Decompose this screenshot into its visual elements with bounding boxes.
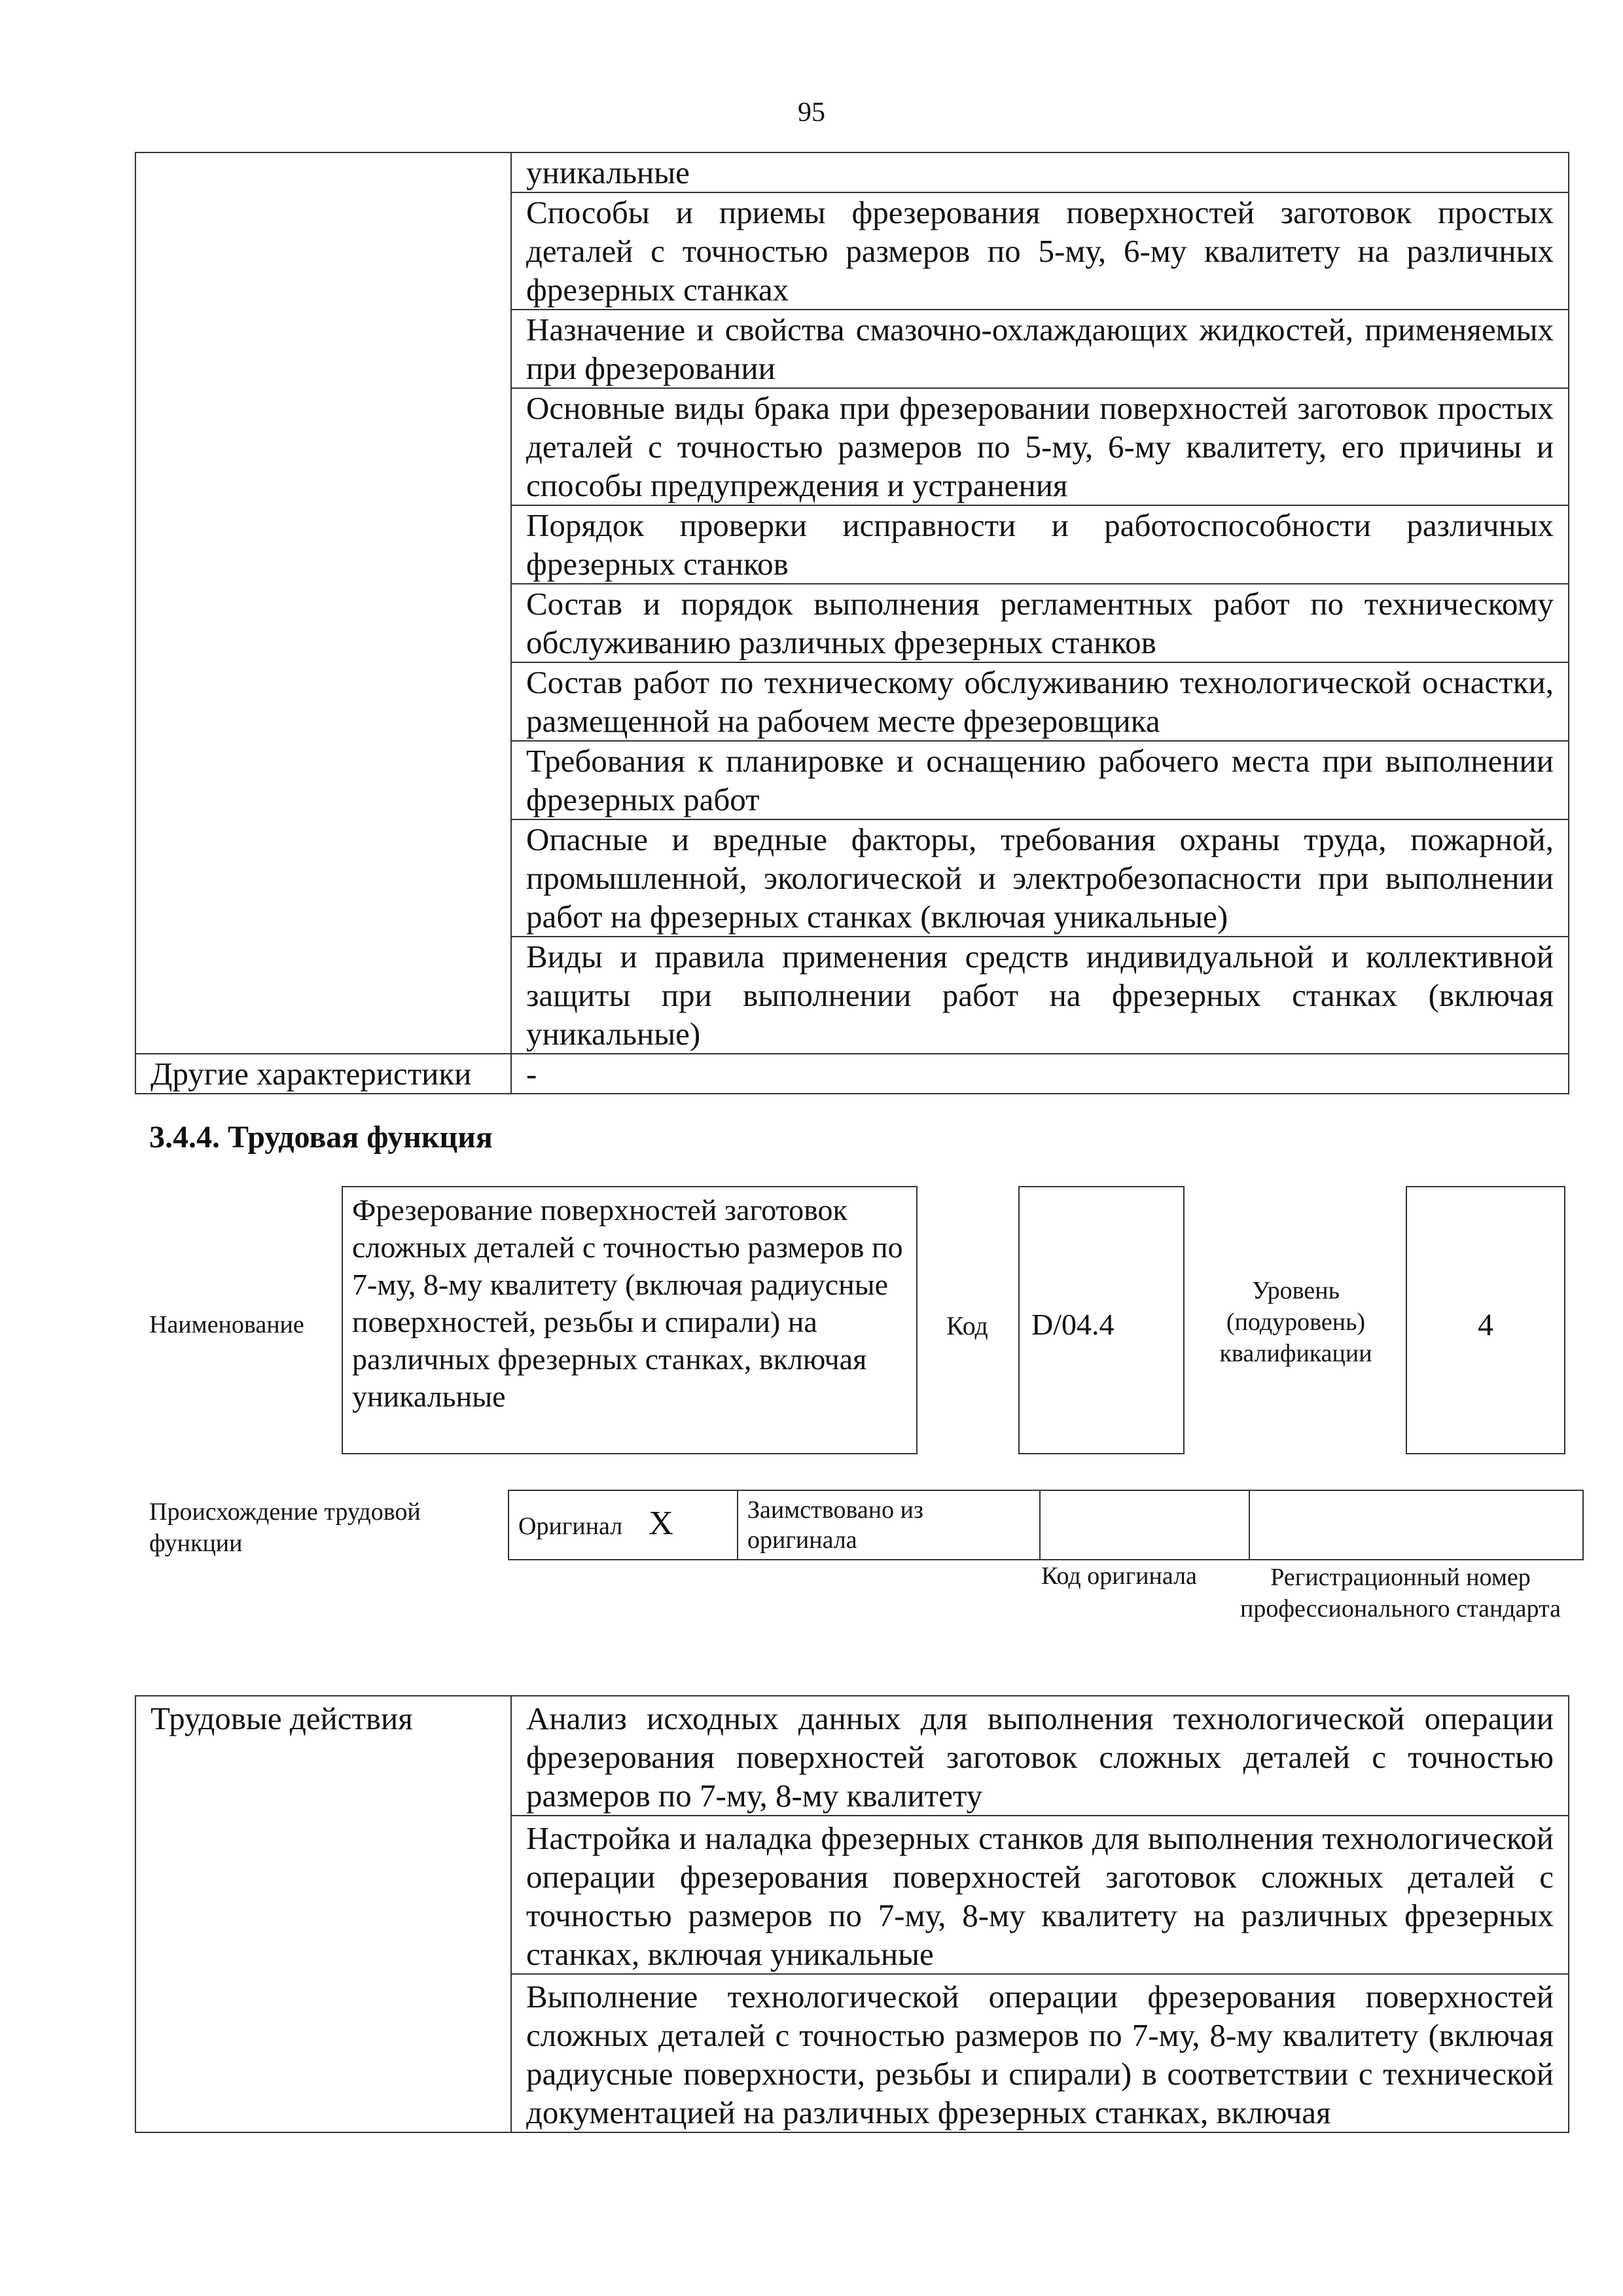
knowledge-row: Способы и приемы фрезерования поверхностей заготовок простых деталей с точностью размеров по 5-му, 6-му квалитету на различных фрезерных станках (511, 192, 1569, 310)
knowledge-row: Требования к планировке и оснащению рабочего места при выполнении фрезерных работ (511, 741, 1569, 819)
level-label: Уровень (подуровень) квалификации (1219, 1277, 1372, 1367)
origin-original-mark: X (649, 1505, 673, 1542)
origin-label: Происхождение трудовой функции (149, 1498, 421, 1557)
actions-label: Трудовые действия (135, 1696, 511, 2132)
origin-code-cell (1040, 1490, 1249, 1560)
origin-reg-cell (1249, 1490, 1583, 1560)
knowledge-row: Состав и порядок выполнения регламентных работ по техническому обслуживанию различных фрезерных станков (511, 584, 1569, 662)
page-number: 95 (798, 98, 825, 128)
knowledge-row: уникальные (511, 152, 1569, 192)
other-characteristics-value: - (511, 1054, 1569, 1094)
knowledge-row: Виды и правила применения средств индивидуальной и коллективной защиты при выполнении работ на фрезерных станках (включая уникальные) (511, 937, 1569, 1054)
origin-table (508, 1490, 1584, 1560)
origin-original-cell (508, 1490, 738, 1560)
knowledge-row: Основные виды брака при фрезеровании поверхностей заготовок простых деталей с точностью размеров по 5-му, 6-му квалитету, его причины и способы предупреждения и устранения (511, 388, 1569, 505)
action-row: Настройка и наладка фрезерных станков для выполнения технологической операции фрезерования поверхностей заготовок сложных деталей с точностью размеров по 7-му, 8-му квалитету на различных фрезерных станках, включая уникальные (511, 1816, 1569, 1974)
origin-code-caption: Код оригинала (1041, 1562, 1197, 1590)
other-characteristics-label: Другие характеристики (135, 1054, 511, 1094)
origin-original-label: Оригинал (518, 1513, 623, 1540)
origin-borrowed-cell: Заимствовано из оригинала (738, 1490, 1040, 1560)
knowledge-table (135, 152, 1569, 1094)
code-label: Код (946, 1311, 988, 1340)
knowledge-row: Состав работ по техническому обслуживанию технологической оснастки, размещенной на рабочем месте фрезеровщика (511, 662, 1569, 741)
knowledge-row: Опасные и вредные факторы, требования охраны труда, пожарной, промышленной, экологической и электробезопасности при выполнении работ на фрезерных станках (включая уникальные) (511, 819, 1569, 937)
action-row: Выполнение технологической операции фрезерования поверхностей сложных деталей с точностью размеров по 7-му, 8-му квалитету (включая радиусные поверхности, резьбы и спирали) в соответствии с технической документацией на различных фрезерных станках, включая (511, 1974, 1569, 2132)
level-value-box: 4 (1406, 1186, 1565, 1454)
name-value-box: Фрезерование поверхностей заготовок сложных деталей с точностью размеров по 7-му, 8-му квалитету (включая радиусные поверхностей, резьбы и спирали) на различных фрезерных станках, включая уникальные (342, 1186, 918, 1454)
origin-reg-caption: Регистрационный номер профессионального стандарта (1240, 1564, 1561, 1623)
knowledge-label-cell (135, 152, 511, 1054)
code-value-box: D/04.4 (1018, 1186, 1185, 1454)
action-row: Анализ исходных данных для выполнения технологической операции фрезерования поверхностей заготовок сложных деталей с точностью размеров по 7-му, 8-му квалитету (511, 1696, 1569, 1816)
name-label: Наименование (149, 1311, 304, 1338)
knowledge-row: Назначение и свойства смазочно-охлаждающих жидкостей, применяемых при фрезеровании (511, 310, 1569, 388)
knowledge-row: Порядок проверки исправности и работоспособности различных фрезерных станков (511, 505, 1569, 584)
section-title: 3.4.4. Трудовая функция (149, 1120, 493, 1155)
actions-table (135, 1695, 1569, 2133)
